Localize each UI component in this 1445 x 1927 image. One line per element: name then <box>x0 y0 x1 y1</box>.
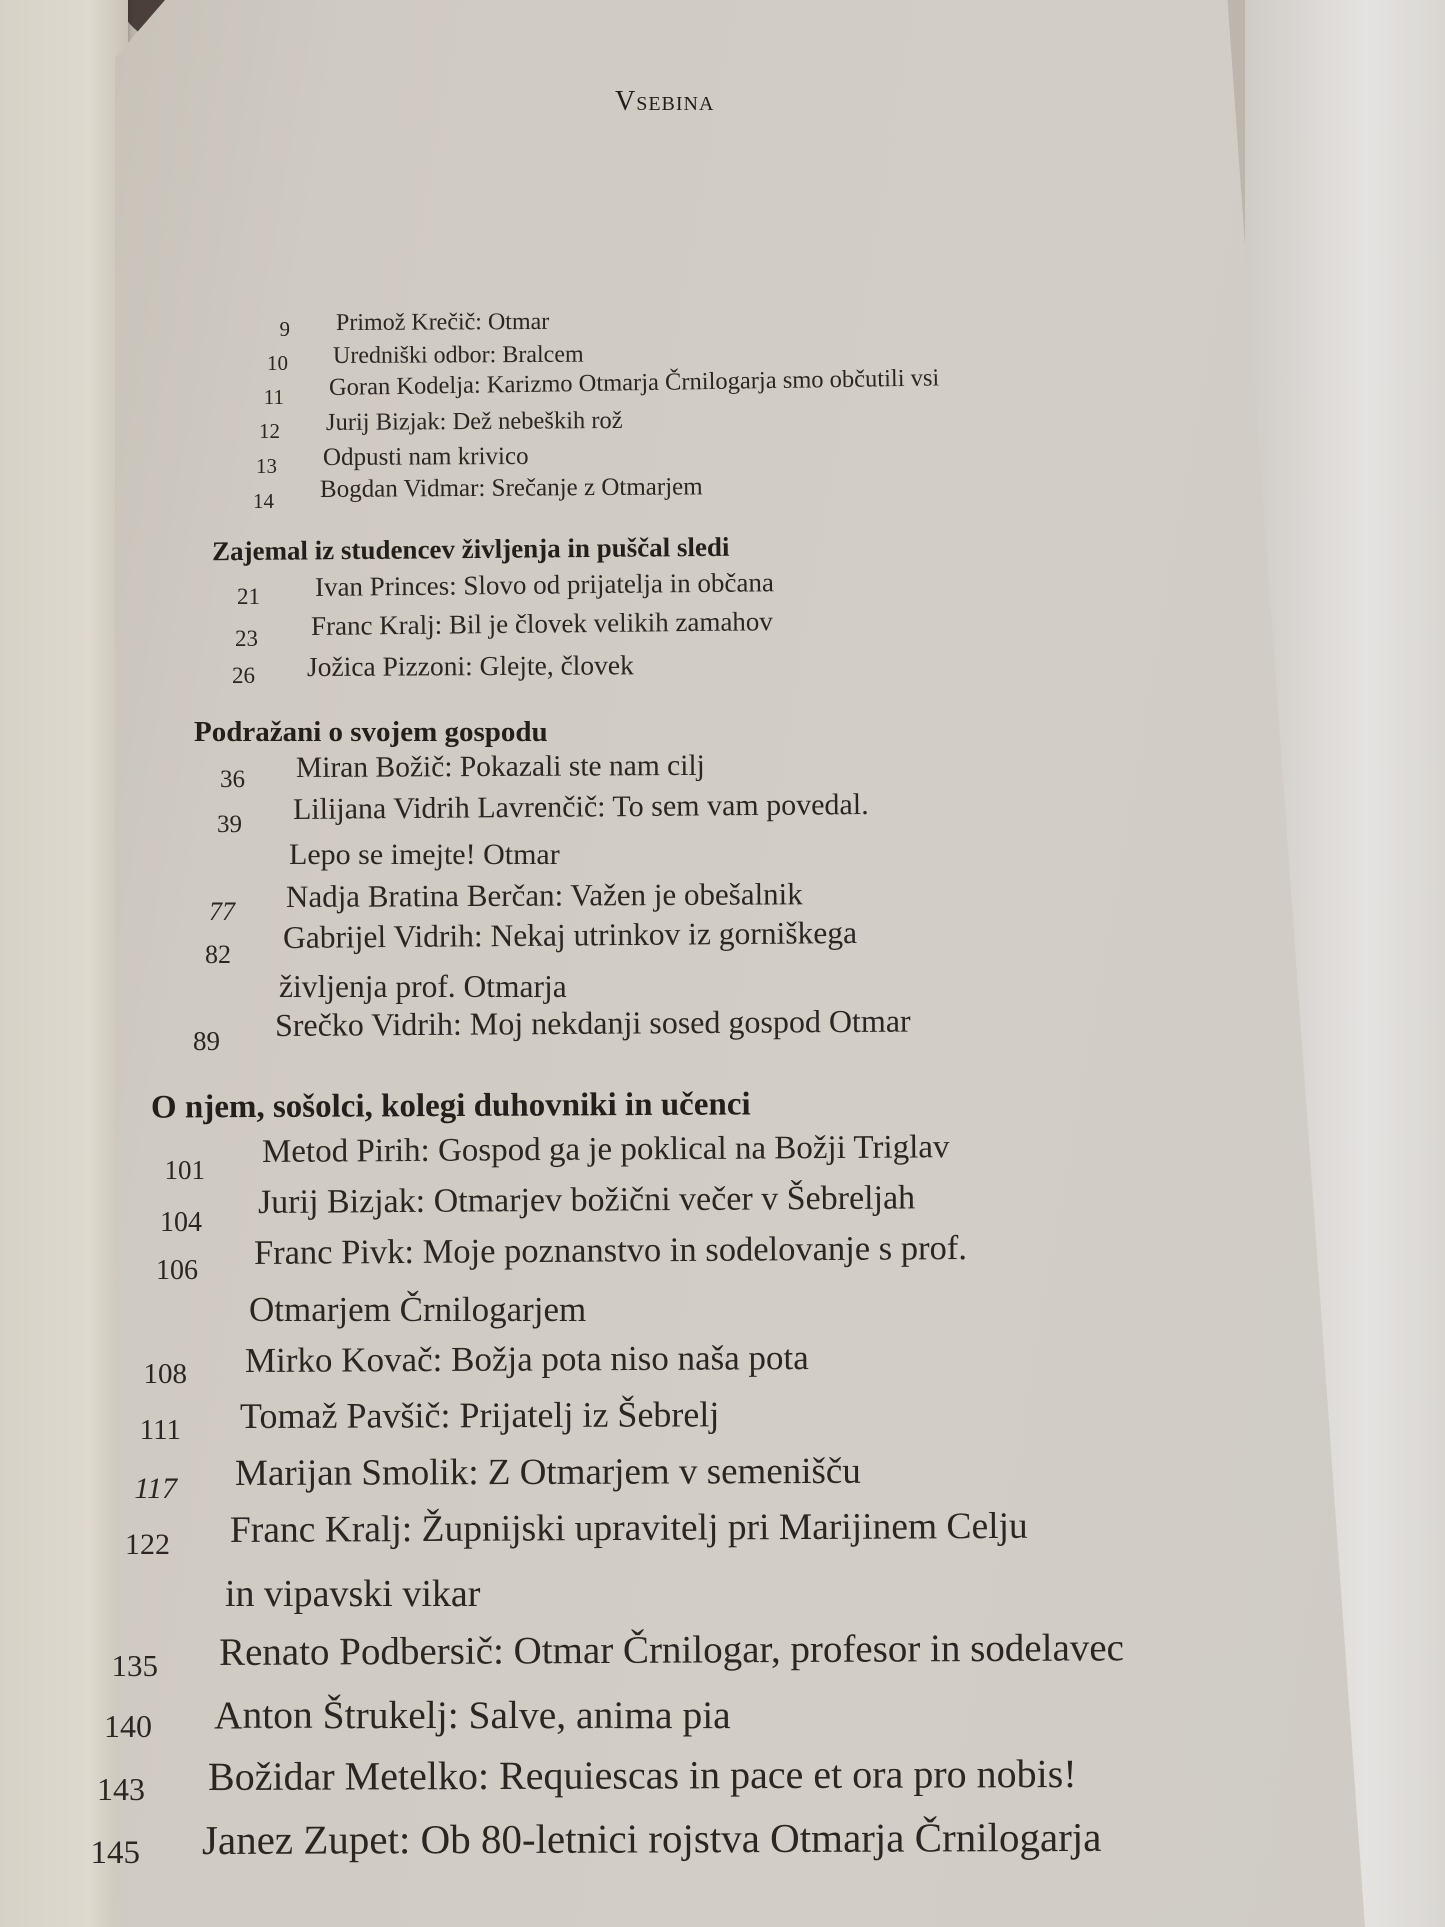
facing-page-edge <box>0 0 128 1927</box>
entry-title: Franc Pivk: Moje poznanstvo in sodelovanje s prof. <box>253 1229 968 1272</box>
entry-title: Primož Krečič: Otmar <box>335 308 550 336</box>
entry-page-number: 9 <box>279 317 290 341</box>
entry-title: Odpusti nam krivico <box>322 442 529 471</box>
entry-title: Tomaž Pavšič: Prijatelj iz Šebrelj <box>239 1394 720 1436</box>
entry-title-continuation: Otmarjem Črnilogarjem <box>249 1290 587 1329</box>
entry-page-number: 145 <box>90 1835 140 1871</box>
entry-title: Renato Podbersič: Otmar Črnilogar, profesor in sodelavec <box>218 1626 1125 1674</box>
section-title: Zajemal iz studencev življenja in puščal sledi <box>211 531 730 567</box>
entry-page-number: 36 <box>220 766 245 793</box>
entry-page-number: 39 <box>217 811 242 838</box>
entry-title: Franc Kralj: Župnijski upravitelj pri Marijinem Celju <box>229 1505 1028 1551</box>
entry-title-continuation: in vipavski vikar <box>225 1573 481 1615</box>
entry-page-number: 104 <box>160 1207 202 1238</box>
entry-page-number: 117 <box>134 1472 177 1505</box>
entry-title: Srečko Vidrih: Moj nekdanji sosed gospod Otmar <box>274 1002 911 1043</box>
entry-page-number: 108 <box>143 1358 187 1390</box>
entry-page-number: 106 <box>156 1255 198 1286</box>
entry-page-number: 21 <box>237 584 260 609</box>
entry-title: Ivan Princes: Slovo od prijatelja in občana <box>314 567 775 602</box>
entry-page-number: 143 <box>97 1771 145 1807</box>
entry-title: Goran Kodelja: Karizmo Otmarja Črnilogarja smo občutili vsi <box>328 364 940 401</box>
section-title: O njem, sošolci, kolegi duhovniki in učenci <box>150 1086 751 1126</box>
entry-page-number: 135 <box>111 1648 158 1683</box>
entry-title: Metod Pirih: Gospod ga je poklical na Božji Triglav <box>261 1129 950 1170</box>
entry-title: Franc Kralj: Bil je človek velikih zamahov <box>310 606 774 641</box>
entry-page-number: 140 <box>104 1708 152 1744</box>
entry-page-number: 101 <box>164 1155 205 1185</box>
entry-title: Lilijana Vidrih Lavrenčič: To sem vam povedal. <box>292 787 869 826</box>
entry-title: Janez Zupet: Ob 80-letnici rojstva Otmarja Črnilogarja <box>201 1813 1102 1863</box>
entry-title: Jurij Bizjak: Otmarjev božični večer v Šebreljah <box>257 1179 916 1221</box>
entry-page-number: 89 <box>193 1026 220 1056</box>
entry-title-continuation: Lepo se imejte! Otmar <box>289 838 560 871</box>
entry-title: Nadja Bratina Berčan: Važen je obešalnik <box>285 876 803 914</box>
section-title: Podražani o svojem gospodu <box>194 716 548 748</box>
entry-title: Uredniški odbor: Bralcem <box>332 341 584 369</box>
entry-title: Anton Štrukelj: Salve, anima pia <box>214 1693 731 1737</box>
entry-title: Mirko Kovač: Božja pota niso naša pota <box>244 1338 809 1380</box>
entry-page-number: 111 <box>139 1414 181 1446</box>
entry-title: Marijan Smolik: Z Otmarjem v semenišču <box>234 1450 861 1494</box>
entry-title: Jurij Bizjak: Dež nebeških rož <box>325 406 623 436</box>
page-title: Vsebina <box>615 86 715 117</box>
entry-page-number: 77 <box>209 897 235 926</box>
entry-page-number: 13 <box>256 454 277 478</box>
entry-page-number: 122 <box>125 1528 170 1561</box>
entry-title: Gabrijel Vidrih: Nekaj utrinkov iz gorniškega <box>282 914 858 955</box>
entry-title: Jožica Pizzoni: Glejte, človek <box>306 649 634 682</box>
entry-page-number: 23 <box>235 626 258 651</box>
entry-page-number: 11 <box>263 385 284 409</box>
entry-title: Miran Božič: Pokazali ste nam cilj <box>295 749 705 784</box>
entry-title: Bogdan Vidmar: Srečanje z Otmarjem <box>319 473 703 503</box>
entry-title: Božidar Metelko: Requiescas in pace et ora pro nobis! <box>207 1750 1077 1799</box>
entry-title-continuation: življenja prof. Otmarja <box>279 969 567 1004</box>
entry-page-number: 12 <box>259 419 280 443</box>
entry-page-number: 26 <box>232 663 255 688</box>
entry-page-number: 82 <box>205 940 231 969</box>
entry-page-number: 10 <box>267 351 288 375</box>
entry-page-number: 14 <box>253 489 274 513</box>
